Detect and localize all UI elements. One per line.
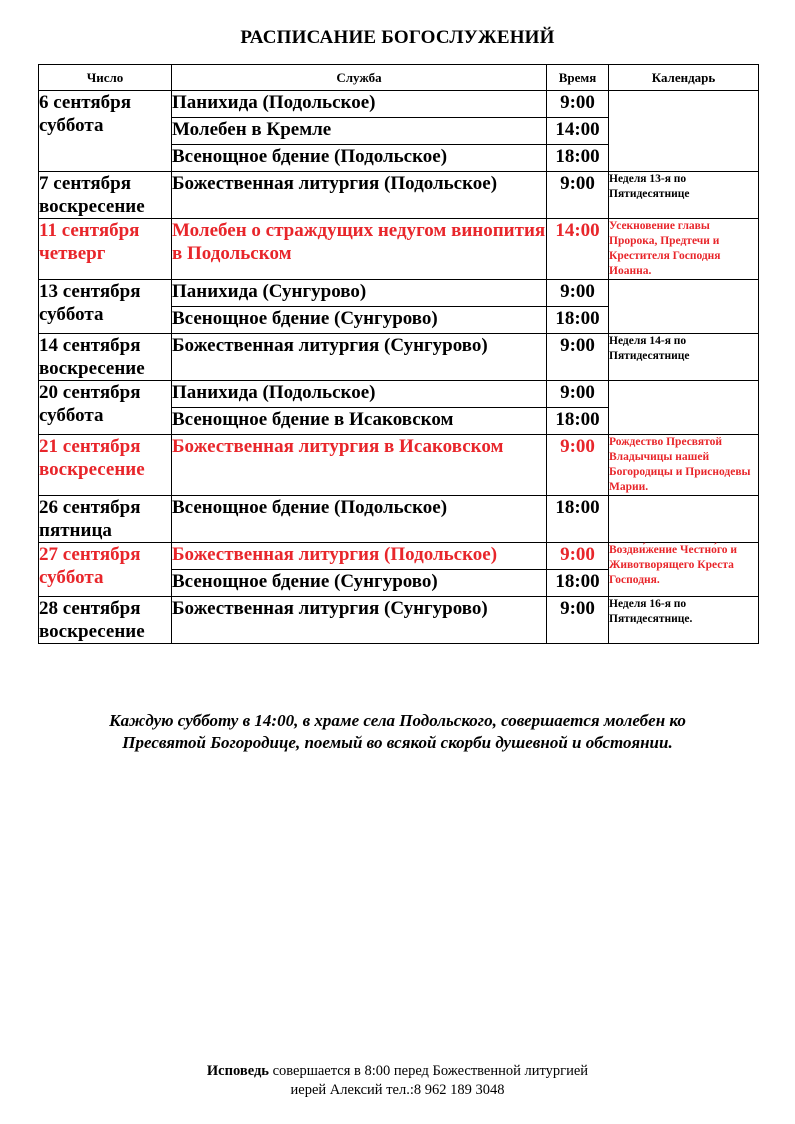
schedule-row	[39, 543, 759, 570]
service-time: 18:00	[547, 307, 609, 334]
page-title: РАСПИСАНИЕ БОГОСЛУЖЕНИЙ	[240, 27, 555, 48]
day-date: 26 сентября	[39, 497, 141, 518]
calendar-note: Воздви́жение Честно́го и Животворящего Креста Господня.	[609, 543, 759, 597]
schedule-row	[39, 496, 759, 543]
schedule-row	[39, 381, 759, 408]
calendar-note	[609, 381, 759, 435]
service-name: Божественная литургия (Сунгурово)	[172, 334, 547, 381]
service-time: 14:00	[547, 219, 609, 280]
schedule-row	[39, 91, 759, 118]
service-name: Всенощное бдение (Сунгурово)	[172, 307, 547, 334]
day-date: 14 сентября	[39, 335, 141, 356]
service-time: 18:00	[547, 145, 609, 172]
day-weekday: воскресение	[39, 358, 145, 379]
schedule-row	[39, 597, 759, 644]
service-name: Божественная литургия (Подольское)	[172, 543, 547, 570]
calendar-note	[609, 91, 759, 172]
service-name: Божественная литургия в Исаковском	[172, 435, 547, 496]
service-time: 9:00	[547, 91, 609, 118]
day-weekday: пятница	[39, 520, 112, 541]
day-weekday: четверг	[39, 243, 106, 264]
service-name: Всенощное бдение в Исаковском	[172, 408, 547, 435]
service-time: 18:00	[547, 496, 609, 543]
day-date: 13 сентября	[39, 281, 141, 302]
footer-bold-word: Исповедь	[206, 1063, 269, 1079]
calendar-note	[609, 280, 759, 334]
day-weekday: суббота	[39, 115, 104, 136]
note-line-2: Пресвятой Богородице, поемый во всякой скорби душевной и обстоянии.	[122, 733, 673, 752]
day-date: 7 сентября	[39, 173, 132, 194]
footer-line-2: иерей Алексий тел.:8 962 189 3048	[290, 1082, 505, 1098]
calendar-note: Неделя 16-я по Пятидесятнице.	[609, 597, 759, 644]
saturday-moleben-note	[0, 710, 795, 754]
day-weekday: воскресение	[39, 196, 145, 217]
service-name: Молебен о страждущих недугом винопития в Подольском	[172, 219, 547, 280]
day-date-cell	[39, 280, 172, 334]
day-weekday: суббота	[39, 304, 104, 325]
schedule-row	[39, 435, 759, 496]
service-name: Молебен в Кремле	[172, 118, 547, 145]
calendar-note	[609, 496, 759, 543]
day-weekday: воскресение	[39, 621, 145, 642]
day-date: 6 сентября	[39, 92, 132, 113]
header-date: Число	[39, 65, 172, 91]
day-date-cell	[39, 543, 172, 597]
day-weekday: суббота	[39, 567, 104, 588]
table-header-row	[39, 65, 759, 91]
service-time: 18:00	[547, 408, 609, 435]
day-date-cell	[39, 381, 172, 435]
schedule-row	[39, 334, 759, 381]
day-date-cell	[39, 496, 172, 543]
service-name: Панихида (Подольское)	[172, 91, 547, 118]
note-line-1: Каждую субботу в 14:00, в храме села Подольского, совершается молебен ко	[109, 711, 686, 730]
service-name: Панихида (Сунгурово)	[172, 280, 547, 307]
calendar-note: Неделя 13-я по Пятидесятнице	[609, 172, 759, 219]
service-time: 9:00	[547, 172, 609, 219]
calendar-note: Рождество Пресвятой Владычицы нашей Богородицы и Приснодевы Марии.	[609, 435, 759, 496]
day-date-cell	[39, 219, 172, 280]
service-name: Божественная литургия (Сунгурово)	[172, 597, 547, 644]
service-name: Всенощное бдение (Подольское)	[172, 145, 547, 172]
day-date: 28 сентября	[39, 598, 141, 619]
calendar-note: Неделя 14-я по Пятидесятнице	[609, 334, 759, 381]
day-date: 21 сентября	[39, 436, 141, 457]
confession-footer	[0, 1062, 795, 1100]
service-name: Всенощное бдение (Сунгурово)	[172, 570, 547, 597]
footer-line-1-rest: совершается в 8:00 перед Божественной литургией	[268, 1063, 589, 1079]
header-time: Время	[547, 65, 609, 91]
day-date-cell	[39, 91, 172, 172]
schedule-body	[39, 91, 759, 644]
schedule-row	[39, 172, 759, 219]
schedule-row	[39, 219, 759, 280]
service-time: 14:00	[547, 118, 609, 145]
day-date: 20 сентября	[39, 382, 141, 403]
service-time: 9:00	[547, 597, 609, 644]
service-time: 9:00	[547, 280, 609, 307]
day-date-cell	[39, 172, 172, 219]
service-name: Всенощное бдение (Подольское)	[172, 496, 547, 543]
day-weekday: воскресение	[39, 459, 145, 480]
header-calendar: Календарь	[609, 65, 759, 91]
day-date: 11 сентября	[39, 220, 140, 241]
service-time: 9:00	[547, 381, 609, 408]
service-time: 9:00	[547, 334, 609, 381]
service-name: Панихида (Подольское)	[172, 381, 547, 408]
footer-line-1	[0, 1062, 795, 1081]
day-date-cell	[39, 334, 172, 381]
service-name: Божественная литургия (Подольское)	[172, 172, 547, 219]
day-date: 27 сентября	[39, 544, 141, 565]
service-time: 18:00	[547, 570, 609, 597]
day-weekday: суббота	[39, 405, 104, 426]
day-date-cell	[39, 597, 172, 644]
calendar-note: Усекновение главы Пророка, Предтечи и Крестителя Господня Иоанна.	[609, 219, 759, 280]
header-service: Служба	[172, 65, 547, 91]
schedule-row	[39, 280, 759, 307]
service-time: 9:00	[547, 543, 609, 570]
schedule-table	[38, 64, 759, 644]
service-time: 9:00	[547, 435, 609, 496]
day-date-cell	[39, 435, 172, 496]
